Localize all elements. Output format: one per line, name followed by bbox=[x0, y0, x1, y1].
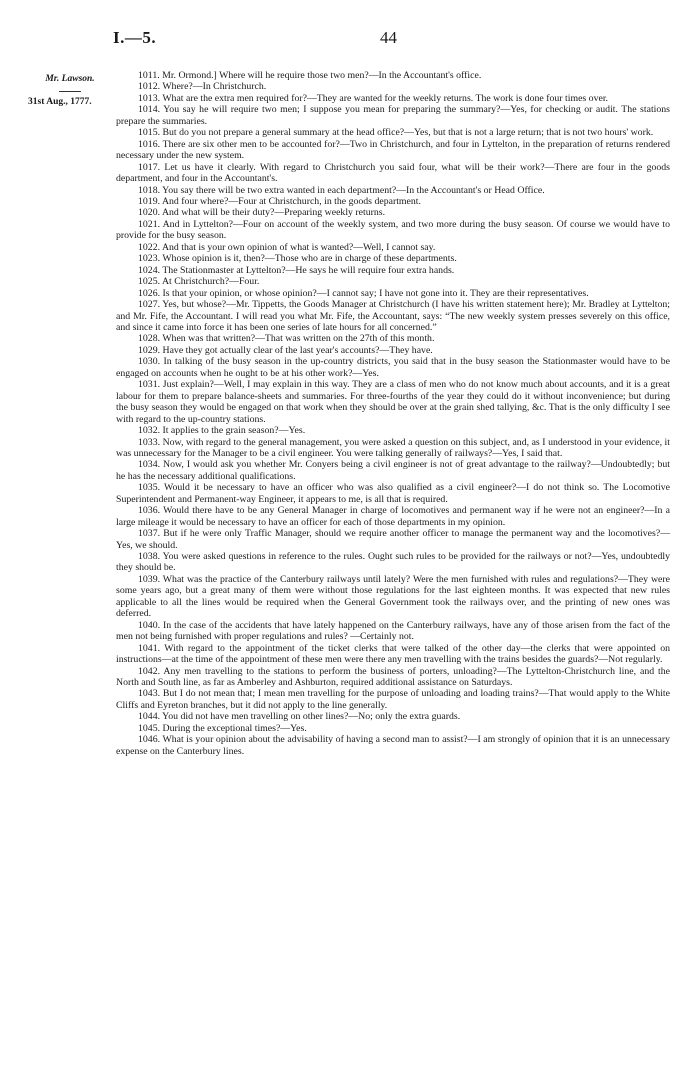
hearing-date: 31st Aug., 1777. bbox=[28, 97, 92, 107]
evidence-paragraph: 1026. Is that your opinion, or whose opinion?—I cannot say; I have not gone into it. They are their representatives. bbox=[138, 287, 589, 299]
evidence-paragraph: 1011. Mr. Ormond.] Where will he require those two men?—In the Accountant's office. bbox=[138, 70, 482, 81]
evidence-paragraph: 1044. You did not have men travelling on other lines?—No; only the extra guards. bbox=[138, 711, 461, 723]
evidence-paragraph: 1023. Whose opinion is it, then?—Those who are in charge of these departments. bbox=[138, 253, 457, 265]
evidence-paragraph: 1034. Now, I would ask you whether Mr. Conyers being a civil engineer is not of great advantage to the railway?—Undoubtedly; but he has the necessary additional qualifications. bbox=[116, 459, 670, 482]
margin-rule bbox=[59, 91, 81, 92]
evidence-paragraph: 1027. Yes, but whose?—Mr. Tippetts, the Goods Manager at Christchurch (I have his written statement here); Mr. Bradley at Lyttelton; and Mr. Fife, the Accountant. I will read you what Mr. Fife, the Accountant, says: “The new weekly system presses severely on this office, and since it came into force it has been one series of late hours for all concerned.” bbox=[116, 299, 670, 333]
evidence-paragraph: 1041. With regard to the appointment of the ticket clerks that were talked of the other day—the clerks that were appointed on instructions—at the time of the appointment of these men were there any men travelling with the trains besides the guards?—Not regularly. bbox=[116, 642, 670, 666]
evidence-paragraph: 1046. What is your opinion about the advisability of having a second man to assist?—I am strongly of opinion that it is an unnecessary expense on the Canterbury lines. bbox=[116, 734, 670, 757]
evidence-paragraph: 1038. You were asked questions in reference to the rules. Ought such rules to be provided for the railways or not?—Yes, undoubtedly they should be. bbox=[116, 551, 670, 574]
page-number: 44 bbox=[380, 28, 397, 47]
witness-name: Mr. Lawson. bbox=[45, 74, 95, 84]
document-reference: I.—5. bbox=[113, 28, 157, 47]
evidence-paragraph: 1028. When was that written?—That was written on the 27th of this month. bbox=[138, 333, 435, 345]
evidence-paragraph: 1012. Where?—In Christchurch. bbox=[138, 81, 267, 93]
evidence-paragraph: 1016. There are six other men to be accounted for?—Two in Christchurch, and four in Lyttelton, in the preparation of returns rendered necessary under the new system. bbox=[116, 138, 670, 162]
evidence-paragraph: 1025. At Christchurch?—Four. bbox=[138, 276, 260, 288]
evidence-paragraph: 1021. And in Lyttelton?—Four on account of the weekly system, and two more during the busy season. Of course we would have to provide for the busy season. bbox=[116, 218, 670, 242]
evidence-text bbox=[116, 70, 670, 757]
evidence-paragraph: 1036. Would there have to be any General Manager in charge of locomotives and permanent way if he were not an engineer?—In a large mileage it would be necessary to have an officer for each of those departments in my opinion. bbox=[116, 505, 670, 528]
evidence-paragraph: 1030. In talking of the busy season in the up-country districts, you said that in the busy season the Stationmaster would have to be engaged on accounts when he ought to be at his other work?—Yes. bbox=[116, 356, 670, 379]
evidence-paragraph: 1035. Would it be necessary to have an officer who was also qualified as a civil engineer?—I do not think so. The Locomotive Superintendent and Permanent-way Engineer, it appears to me, is all that is required. bbox=[116, 482, 670, 505]
evidence-paragraph: 1043. But I do not mean that; I mean men travelling for the purpose of unloading and loading trains?—That would apply to the White Cliffs and Eyreton branches, but it did not apply to the line generally. bbox=[116, 688, 670, 711]
page-header bbox=[0, 28, 700, 52]
evidence-paragraph: 1018. You say there will be two extra wanted in each department?—In the Accountant's or Head Office. bbox=[138, 184, 545, 196]
evidence-paragraph: 1031. Just explain?—Well, I may explain in this way. They are a class of men who do not know much about accounts, and it is a great labour for them to prepare balance-sheets and summaries. For three-fourths of the year they could do it without inconvenience; but during the busy season they would be engaged on that work when they should be over at the grain shed tallying, &c. That is the only difficulty I see with regard to the up-country stations. bbox=[116, 379, 670, 425]
evidence-paragraph: 1033. Now, with regard to the general management, you were asked a question on this subject, and, as I understood in your evidence, it was unnecessary for the Manager to be a civil engineer. You were talking generally of railways?—Yes, I said that. bbox=[116, 436, 670, 459]
evidence-paragraph: 1014. You say he will require two men; I suppose you mean for preparing the summary?—Yes, for checking or audit. The stations prepare the summaries. bbox=[116, 104, 670, 127]
evidence-paragraph: 1024. The Stationmaster at Lyttelton?—He says he will require four extra hands. bbox=[138, 264, 455, 276]
margin-note bbox=[28, 73, 112, 108]
evidence-paragraph: 1019. And four where?—Four at Christchurch, in the goods department. bbox=[138, 195, 421, 207]
evidence-paragraph: 1029. Have they got actually clear of the last year's accounts?—They have. bbox=[138, 344, 433, 356]
evidence-paragraph: 1015. But do you not prepare a general summary at the head office?—Yes, but that is not a large return; that is not two hours' work. bbox=[138, 127, 654, 139]
evidence-paragraph: 1045. During the exceptional times?—Yes. bbox=[138, 722, 307, 734]
evidence-paragraph: 1013. What are the extra men required for?—They are wanted for the weekly returns. The work is done four times over. bbox=[138, 92, 608, 104]
evidence-paragraph: 1040. In the case of the accidents that have lately happened on the Canterbury railways, have any of those arisen from the fact of the men not being furnished with proper regulations and rules? —Certainly not. bbox=[116, 619, 670, 643]
evidence-paragraph: 1042. Any men travelling to the stations to perform the business of porters, unloading?—The Lyttelton-Christchurch line, and the North and South line, as far as Amberley and Ashburton, required additional assistance on Saturdays. bbox=[116, 665, 670, 689]
evidence-paragraph: 1022. And that is your own opinion of what is wanted?—Well, I cannot say. bbox=[138, 241, 436, 253]
evidence-paragraph: 1017. Let us have it clearly. With regard to Christchurch you said four, what will be their work?—There are four in the goods department, and four in the Accountant's. bbox=[116, 161, 670, 185]
evidence-paragraph: 1032. It applies to the grain season?—Yes. bbox=[138, 425, 306, 437]
evidence-paragraph: 1020. And what will be their duty?—Preparing weekly returns. bbox=[138, 207, 386, 219]
evidence-paragraph: 1039. What was the practice of the Canterbury railways until lately? Were the men furnished with rules and regulations?—They were some years ago, but a great many of them were without those regulations for the last eighteen months. It was expected that new rules applicable to all the lines would be required when the General Government took the railways over, and the printing of new ones was deferred. bbox=[116, 573, 670, 620]
evidence-paragraph: 1037. But if he were only Traffic Manager, should we require another officer to manage the permanent way and the locomotives?—Yes, we should. bbox=[116, 528, 670, 551]
